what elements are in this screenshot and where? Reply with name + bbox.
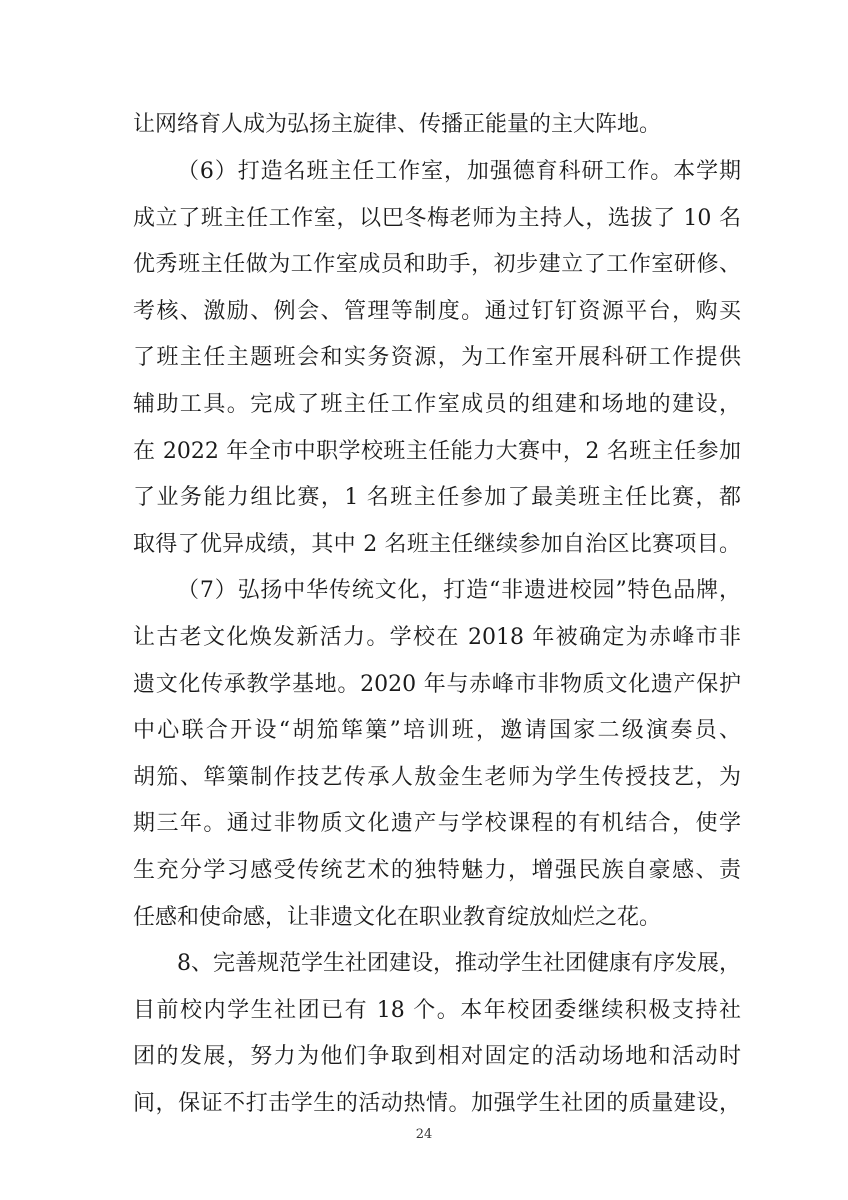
text-line: 间，保证不打击学生的活动热情。加强学生社团的质量建设， [133,1091,741,1116]
text-line: 团的发展，努力为他们争取到相对固定的活动场地和活动时 [133,1044,741,1069]
text-line: 了业务能力组比赛，1 名班主任参加了最美班主任比赛，都 [133,485,741,510]
text-line: 让古老文化焕发新活力。学校在 2018 年被确定为赤峰市非 [133,625,741,650]
text-line: （7）弘扬中华传统文化，打造“非遗进校园”特色品牌， [177,578,741,603]
text-line: 遗文化传承教学基地。2020 年与赤峰市非物质文化遗产保护 [133,672,741,697]
text-line: 了班主任主题班会和实务资源，为工作室开展科研工作提供 [133,345,741,370]
text-line: 期三年。通过非物质文化遗产与学校课程的有机结合，使学 [133,811,741,836]
text-line: 生充分学习感受传统艺术的独特魅力，增强民族自豪感、责 [133,858,741,883]
text-line: 8、完善规范学生社团建设，推动学生社团健康有序发展， [177,951,741,976]
page-number: 24 [415,1127,433,1142]
text-line: 优秀班主任做为工作室成员和助手，初步建立了工作室研修、 [133,252,741,277]
text-line: （6）打造名班主任工作室，加强德育科研工作。本学期 [177,159,741,184]
text-line: 任感和使命感，让非遗文化在职业教育绽放灿烂之花。 [133,905,662,930]
text-line: 让网络育人成为弘扬主旋律、传播正能量的主大阵地。 [133,112,662,137]
text-line: 取得了优异成绩，其中 2 名班主任继续参加自治区比赛项目。 [133,532,741,557]
text-line: 目前校内学生社团已有 18 个。本年校团委继续积极支持社 [133,998,741,1023]
text-line: 成立了班主任工作室，以巴冬梅老师为主持人，选拔了 10 名 [133,206,741,231]
text-line: 在 2022 年全市中职学校班主任能力大赛中，2 名班主任参加 [133,439,741,464]
text-line: 辅助工具。完成了班主任工作室成员的组建和场地的建设， [133,392,741,417]
text-line: 考核、激励、例会、管理等制度。通过钉钉资源平台，购买 [133,299,741,324]
text-line: 胡笳、筚篥制作技艺传承人敖金生老师为学生传授技艺，为 [133,765,741,790]
text-line: 中心联合开设“胡笳筚篥”培训班，邀请国家二级演奏员、 [133,718,741,743]
